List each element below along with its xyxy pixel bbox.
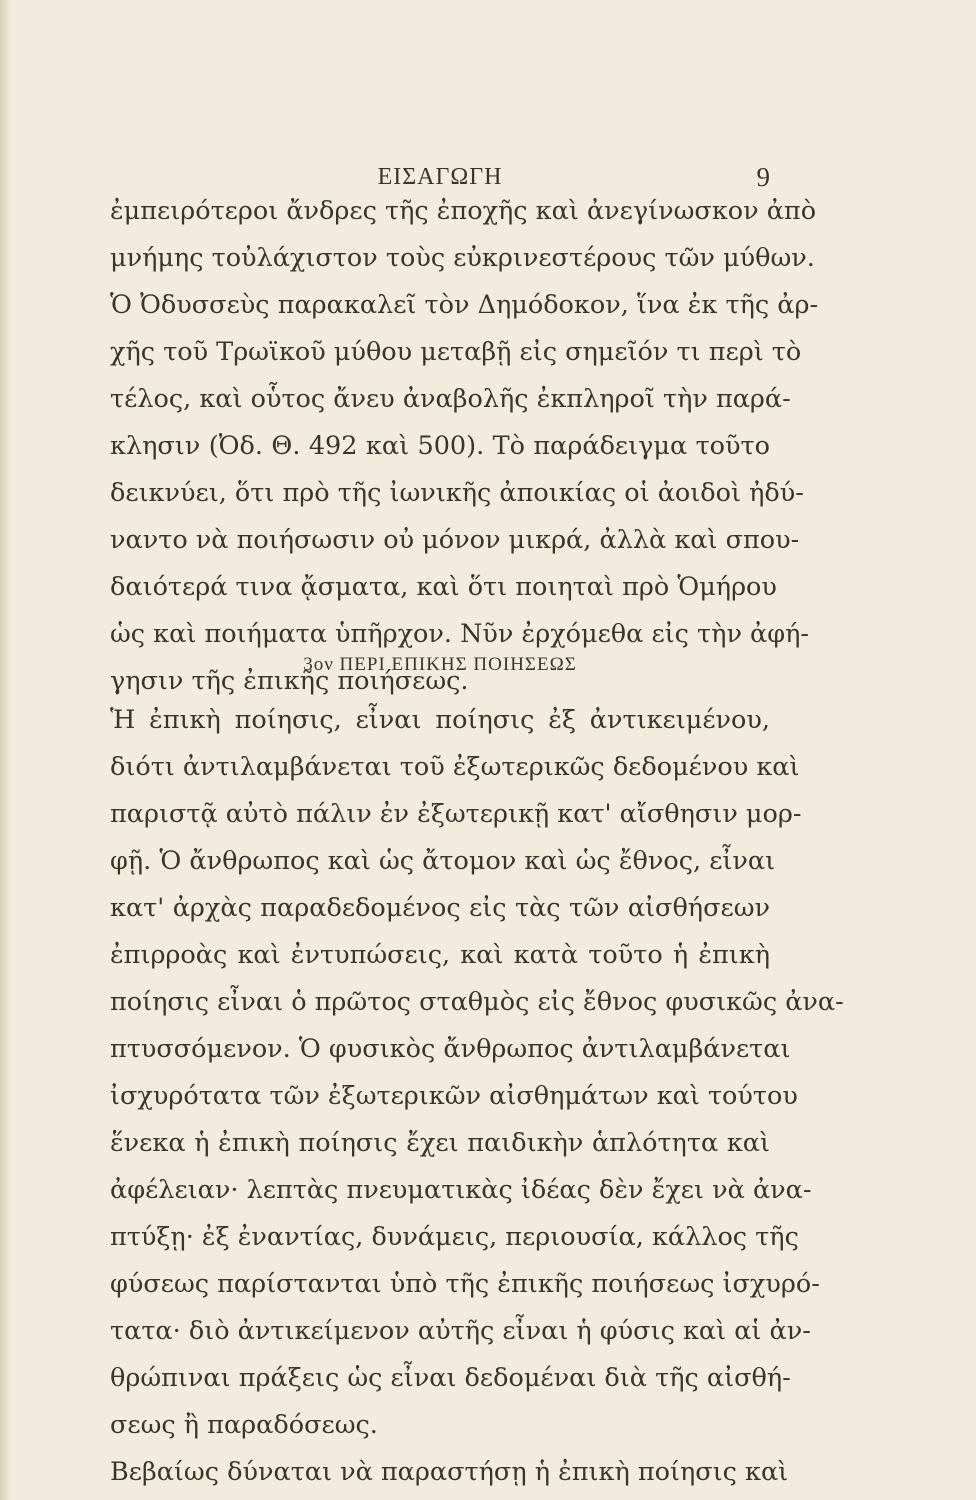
text-line: Ὁ Ὀδυσσεὺς παρακαλεῖ τὸν Δημόδοκον, ἵνα ἐκ τῆς ἀρ- — [110, 290, 819, 320]
text-line: ἀφέλειαν· λεπτὰς πνευματικὰς ἰδέας δὲν ἔχει νὰ ἀνα- — [110, 1175, 812, 1205]
text-line: πτυσσόμενον. Ὁ φυσικὸς ἄνθρωπος ἀντιλαμβάνεται — [110, 1034, 791, 1064]
page-number: 9 — [756, 162, 770, 192]
text-line: δεικνύει, ὅτι πρὸ τῆς ἰωνικῆς ἀποικίας οἱ ἀοιδοὶ ἠδύ- — [110, 478, 804, 508]
text-line: ποίησις εἶναι ὁ πρῶτος σταθμὸς εἰς ἔθνος φυσικῶς ἀνα- — [110, 987, 844, 1017]
text-line: φῇ. Ὁ ἄνθρωπος καὶ ὡς ἄτομον καὶ ὡς ἔθνος, εἶναι — [110, 846, 776, 876]
text-line: κατ' ἀρχὰς παραδεδομένος εἰς τὰς τῶν αἰσθήσεων — [110, 893, 770, 923]
text-line: μνήμης τοὐλάχιστον τοὺς εὐκρινεστέρους τῶν μύθων. — [110, 243, 815, 273]
text-line: ὡς καὶ ποιήματα ὑπῆρχον. Νῦν ἐρχόμεθα εἰς τὴν ἀφή- — [110, 619, 810, 649]
paragraph-1 — [110, 188, 819, 705]
text-line: σεως ἢ παραδόσεως. — [110, 1410, 378, 1440]
text-line: ἰσχυρότατα τῶν ἐξωτερικῶν αἰσθημάτων καὶ τούτου — [110, 1081, 798, 1111]
text-line: ἐμπειρότεροι ἄνδρες τῆς ἐποχῆς καὶ ἀνεγίνωσκον ἀπὸ — [110, 196, 817, 226]
paragraph-2 — [110, 697, 844, 1496]
text-line: πτύξῃ· ἐξ ἐναντίας, δυνάμεις, περιουσία, κάλλος τῆς — [110, 1222, 799, 1252]
text-line: χῆς τοῦ Τρωϊκοῦ μύθου μεταβῇ εἰς σημεῖόν τι περὶ τὸ — [110, 337, 802, 367]
section-heading: 3ον ΠΕΡΙ ΕΠΙΚΗΣ ΠΟΙΗΣΕΩΣ — [303, 654, 577, 675]
text-line: παριστᾷ αὐτὸ πάλιν ἐν ἐξωτερικῇ κατ' αἴσθησιν μορ- — [110, 799, 802, 829]
running-title: ΕΙΣΑΓΩΓΗ — [377, 164, 503, 190]
text-line: ἕνεκα ἡ ἐπικὴ ποίησις ἔχει παιδικὴν ἁπλότητα καὶ — [110, 1128, 770, 1158]
text-line: θρώπιναι πράξεις ὡς εἶναι δεδομέναι διὰ τῆς αἰσθή- — [110, 1363, 791, 1393]
page-edge — [0, 0, 10, 1500]
text-line: Ἡ ἐπικὴ ποίησις, εἶναι ποίησις ἐξ ἀντικειμένου, — [110, 705, 770, 735]
text-line: κλησιν (Ὀδ. Θ. 492 καὶ 500). Τὸ παράδειγμα τοῦτο — [110, 431, 770, 461]
text-line: δαιότερά τινα ᾄσματα, καὶ ὅτι ποιηταὶ πρὸ Ὁμήρου — [110, 572, 777, 602]
text-line: τατα· διὸ ἀντικείμενον αὐτῆς εἶναι ἡ φύσις καὶ αἱ ἀν- — [110, 1316, 811, 1346]
text-line: φύσεως παρίστανται ὑπὸ τῆς ἐπικῆς ποιήσεως ἰσχυρό- — [110, 1269, 820, 1299]
text-line: τέλος, καὶ οὗτος ἄνευ ἀναβολῆς ἐκπληροῖ τὴν παρά- — [110, 384, 791, 414]
text-line: ναντο νὰ ποιήσωσιν οὐ μόνον μικρά, ἀλλὰ καὶ σπου- — [110, 525, 800, 555]
text-line: διότι ἀντιλαμβάνεται τοῦ ἐξωτερικῶς δεδομένου καὶ — [110, 752, 800, 782]
text-line: ἐπιρροὰς καὶ ἐντυπώσεις, καὶ κατὰ τοῦτο ἡ ἐπικὴ — [110, 940, 770, 970]
text-line: γησιν τῆς ἐπικῆς ποιήσεως. — [110, 666, 469, 696]
text-line: Βεβαίως δύναται νὰ παραστήσῃ ἡ ἐπικὴ ποίησις καὶ — [110, 1457, 789, 1487]
